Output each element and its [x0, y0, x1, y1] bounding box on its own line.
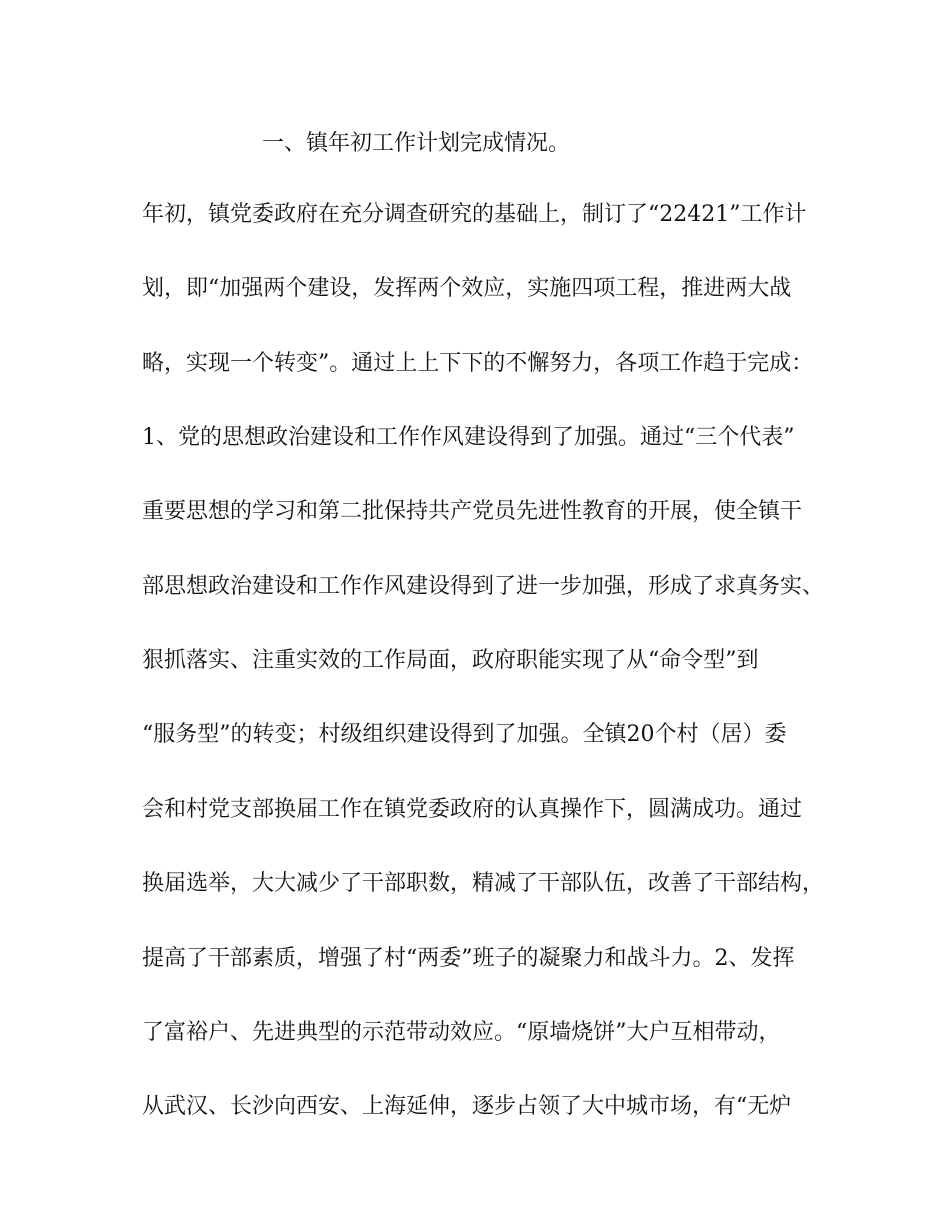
section-heading: 一、镇年初工作计划完成情况。 [262, 131, 571, 156]
paragraph-line: 年初，镇党委政府在充分调查研究的基础上，制订了“22421”工作计 [142, 202, 807, 227]
paragraph-line: 重要思想的学习和第二批保持共产党员先进性教育的开展，使全镇干 [142, 499, 803, 524]
paragraph-line: 狠抓落实、注重实效的工作局面，政府职能实现了从“命令型”到 [142, 648, 759, 673]
paragraph-line: 换届选举，大大减少了干部职数，精减了干部队伍，改善了干部结构， [142, 871, 825, 896]
paragraph-line: “服务型”的转变；村级组织建设得到了加强。全镇20个村（居）委 [142, 722, 787, 747]
paragraph-line: 提高了干部素质，增强了村“两委”班子的凝聚力和战斗力。2、发挥 [142, 946, 795, 971]
paragraph-line: 会和村党支部换届工作在镇党委政府的认真操作下，圆满成功。通过 [142, 797, 803, 822]
paragraph-line: 了富裕户、先进典型的示范带动效应。“原墙烧饼”大户互相带动， [142, 1020, 781, 1045]
paragraph-line: 部思想政治建设和工作作风建设得到了进一步加强，形成了求真务实、 [142, 574, 825, 599]
paragraph-line: 划，即“加强两个建设，发挥两个效应，实施四项工程，推进两大战 [142, 276, 792, 301]
paragraph-line: 从武汉、长沙向西安、上海延伸，逐步占领了大中城市场，有“无炉 [142, 1094, 792, 1119]
paragraph-line: 略，实现一个转变”。通过上上下下的不懈努力，各项工作趋于完成： [142, 351, 814, 376]
paragraph-line: 1、党的思想政治建设和工作作风建设得到了加强。通过“三个代表” [142, 425, 795, 450]
